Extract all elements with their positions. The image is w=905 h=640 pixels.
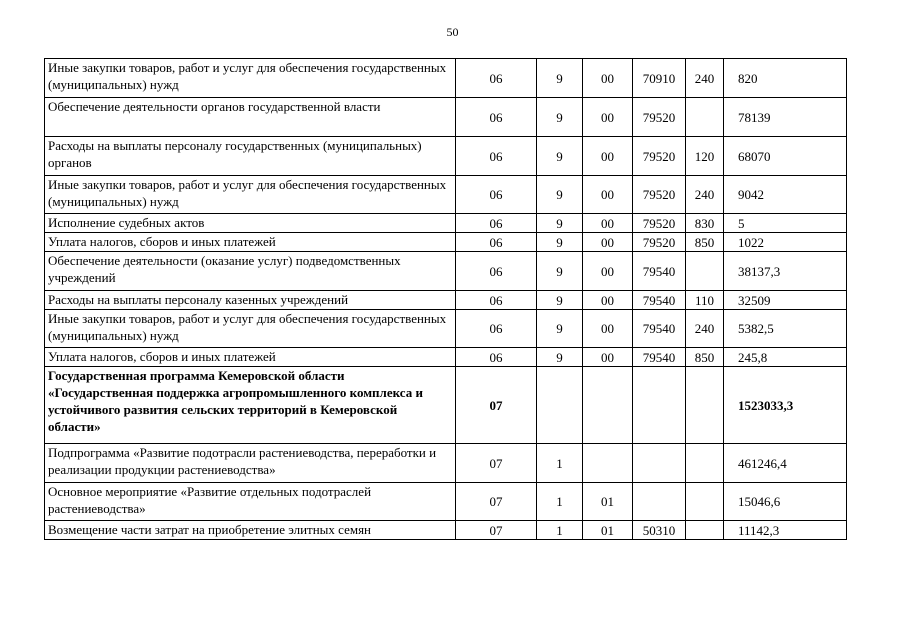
row-name: Расходы на выплаты персоналу государственных (муниципальных) органов <box>45 137 456 176</box>
amount: 68070 <box>724 137 847 176</box>
expense-type-code <box>686 521 724 540</box>
section-code: 07 <box>456 483 537 521</box>
expense-type-code: 120 <box>686 137 724 176</box>
section-code: 07 <box>456 444 537 483</box>
direction-code <box>633 444 686 483</box>
subprogram-code: 00 <box>583 233 633 252</box>
direction-code: 79520 <box>633 137 686 176</box>
page-number: 50 <box>446 25 459 39</box>
program-code: 9 <box>537 310 583 348</box>
row-name: Обеспечение деятельности органов государственной власти <box>45 98 456 137</box>
table-row <box>45 310 847 348</box>
program-code: 9 <box>537 137 583 176</box>
program-code: 9 <box>537 291 583 310</box>
row-name: Уплата налогов, сборов и иных платежей <box>45 233 456 252</box>
subprogram-code: 00 <box>583 310 633 348</box>
expense-type-code <box>686 483 724 521</box>
section-code: 06 <box>456 348 537 367</box>
section-code: 07 <box>456 367 537 444</box>
table-row <box>45 521 847 540</box>
amount: 38137,3 <box>724 252 847 291</box>
table-row <box>45 483 847 521</box>
direction-code: 79540 <box>633 291 686 310</box>
row-name: Исполнение судебных актов <box>45 214 456 233</box>
direction-code: 79520 <box>633 98 686 137</box>
expense-type-code: 240 <box>686 176 724 214</box>
expense-type-code <box>686 252 724 291</box>
subprogram-code: 00 <box>583 98 633 137</box>
budget-table <box>44 58 847 540</box>
subprogram-code: 00 <box>583 348 633 367</box>
direction-code: 79520 <box>633 214 686 233</box>
subprogram-code <box>583 444 633 483</box>
direction-code: 70910 <box>633 59 686 98</box>
direction-code: 79540 <box>633 348 686 367</box>
amount: 820 <box>724 59 847 98</box>
section-code: 07 <box>456 521 537 540</box>
section-code: 06 <box>456 137 537 176</box>
direction-code <box>633 483 686 521</box>
table-row <box>45 137 847 176</box>
expense-type-code <box>686 444 724 483</box>
program-code <box>537 367 583 444</box>
subprogram-code <box>583 367 633 444</box>
row-name: Иные закупки товаров, работ и услуг для обеспечения государственных (муниципальных) нужд <box>45 59 456 98</box>
table-row <box>45 252 847 291</box>
amount: 5382,5 <box>724 310 847 348</box>
table-row <box>45 98 847 137</box>
section-code: 06 <box>456 214 537 233</box>
table-row <box>45 348 847 367</box>
section-code: 06 <box>456 233 537 252</box>
expense-type-code: 240 <box>686 310 724 348</box>
program-code: 9 <box>537 348 583 367</box>
program-code: 1 <box>537 444 583 483</box>
table-row <box>45 233 847 252</box>
row-name: Иные закупки товаров, работ и услуг для обеспечения государственных (муниципальных) нужд <box>45 310 456 348</box>
amount: 15046,6 <box>724 483 847 521</box>
section-code: 06 <box>456 98 537 137</box>
row-name: Основное мероприятие «Развитие отдельных подотраслей растениеводства» <box>45 483 456 521</box>
row-name: Возмещение части затрат на приобретение элитных семян <box>45 521 456 540</box>
amount: 32509 <box>724 291 847 310</box>
expense-type-code <box>686 367 724 444</box>
amount: 1523033,3 <box>724 367 847 444</box>
subprogram-code: 00 <box>583 137 633 176</box>
table-row <box>45 214 847 233</box>
amount: 11142,3 <box>724 521 847 540</box>
expense-type-code <box>686 98 724 137</box>
program-code: 1 <box>537 483 583 521</box>
section-code: 06 <box>456 310 537 348</box>
amount: 9042 <box>724 176 847 214</box>
row-name: Государственная программа Кемеровской области «Государственная поддержка агропромышленного комплекса и устойчивого развития сельских территорий в Кемеровской области» <box>45 367 456 444</box>
direction-code: 79540 <box>633 310 686 348</box>
row-name: Расходы на выплаты персоналу казенных учреждений <box>45 291 456 310</box>
row-name: Подпрограмма «Развитие подотрасли растениеводства, переработки и реализации продукции растениеводства» <box>45 444 456 483</box>
table-row <box>45 367 847 444</box>
subprogram-code: 00 <box>583 176 633 214</box>
program-code: 9 <box>537 98 583 137</box>
program-code: 9 <box>537 176 583 214</box>
table-row <box>45 176 847 214</box>
section-code: 06 <box>456 176 537 214</box>
direction-code: 79540 <box>633 252 686 291</box>
subprogram-code: 00 <box>583 252 633 291</box>
amount: 78139 <box>724 98 847 137</box>
row-name: Иные закупки товаров, работ и услуг для обеспечения государственных (муниципальных) нужд <box>45 176 456 214</box>
direction-code: 79520 <box>633 233 686 252</box>
amount: 461246,4 <box>724 444 847 483</box>
subprogram-code: 01 <box>583 521 633 540</box>
direction-code: 50310 <box>633 521 686 540</box>
direction-code: 79520 <box>633 176 686 214</box>
amount: 5 <box>724 214 847 233</box>
section-code: 06 <box>456 291 537 310</box>
section-code: 06 <box>456 252 537 291</box>
row-name: Обеспечение деятельности (оказание услуг) подведомственных учреждений <box>45 252 456 291</box>
row-name: Уплата налогов, сборов и иных платежей <box>45 348 456 367</box>
table-row <box>45 291 847 310</box>
direction-code <box>633 367 686 444</box>
program-code: 9 <box>537 252 583 291</box>
program-code: 1 <box>537 521 583 540</box>
expense-type-code: 850 <box>686 348 724 367</box>
expense-type-code: 110 <box>686 291 724 310</box>
amount: 1022 <box>724 233 847 252</box>
table-row <box>45 59 847 98</box>
program-code: 9 <box>537 59 583 98</box>
expense-type-code: 830 <box>686 214 724 233</box>
section-code: 06 <box>456 59 537 98</box>
expense-type-code: 240 <box>686 59 724 98</box>
subprogram-code: 00 <box>583 214 633 233</box>
table-row <box>45 444 847 483</box>
amount: 245,8 <box>724 348 847 367</box>
subprogram-code: 01 <box>583 483 633 521</box>
expense-type-code: 850 <box>686 233 724 252</box>
program-code: 9 <box>537 214 583 233</box>
subprogram-code: 00 <box>583 291 633 310</box>
subprogram-code: 00 <box>583 59 633 98</box>
program-code: 9 <box>537 233 583 252</box>
